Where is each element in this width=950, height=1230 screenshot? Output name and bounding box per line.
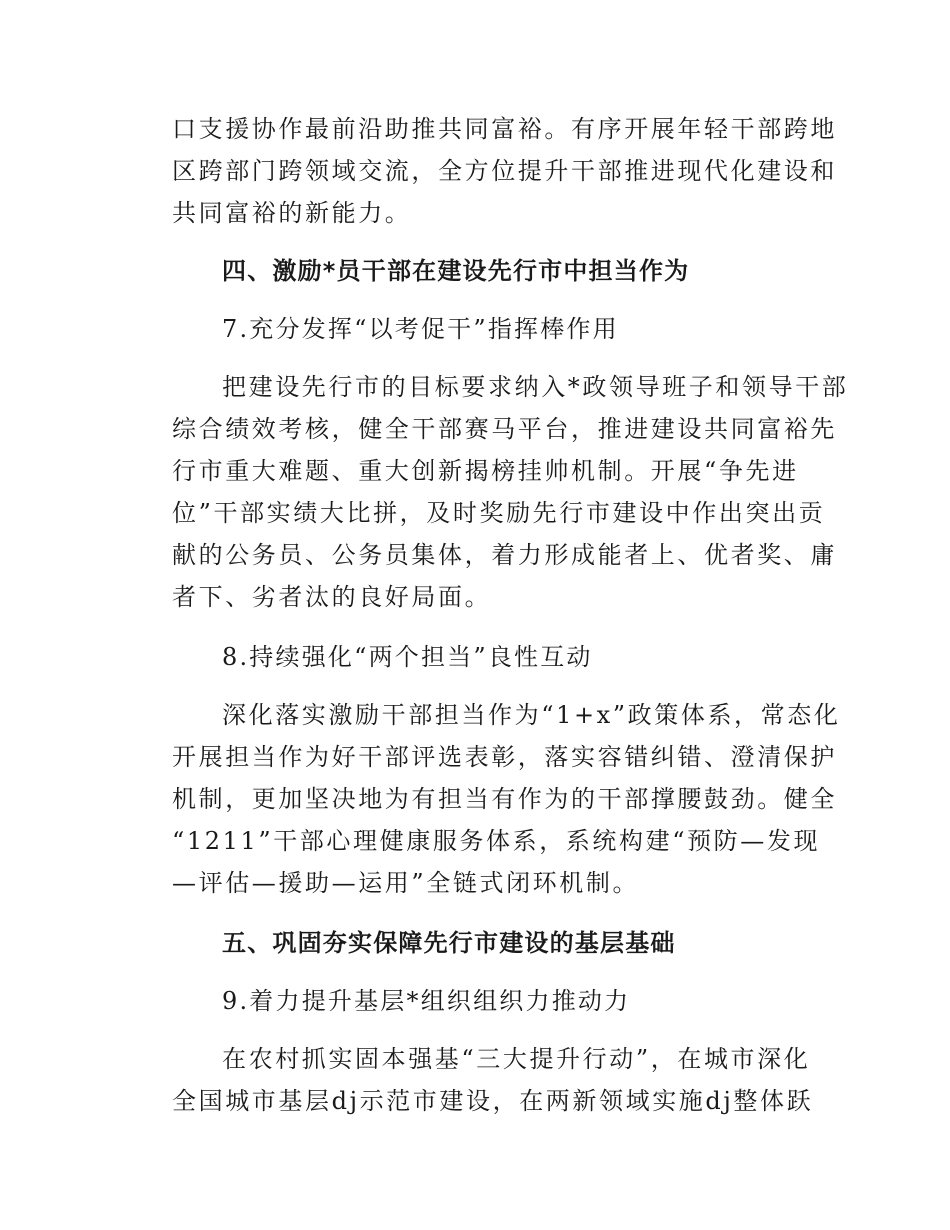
section-heading-4: 四、激励*员干部在建设先行市中担当作为 xyxy=(222,257,690,285)
body-text-line: 开展担当作为好干部评选表彰，落实容错纠错、澄清保护 xyxy=(172,743,837,771)
body-text-line: 深化落实激励干部担当作为“1+x”政策体系，常态化 xyxy=(222,701,841,729)
subsection-heading-7: 7.充分发挥“以考促干”指挥棒作用 xyxy=(222,315,619,343)
body-text-line: 综合绩效考核，健全干部赛马平台，推进建设共同富裕先 xyxy=(172,415,837,443)
body-text-line: “1211”干部心理健康服务体系，系统构建“预防—发现 xyxy=(172,827,821,855)
body-text-line: 区跨部门跨领域交流，全方位提升干部推进现代化建设和 xyxy=(172,157,837,185)
body-text-line: 口支援协作最前沿助推共同富裕。有序开展年轻干部跨地 xyxy=(172,115,837,143)
body-text-line: 把建设先行市的目标要求纳入*政领导班子和领导干部 xyxy=(222,373,849,401)
body-text-line: 共同富裕的新能力。 xyxy=(172,199,412,227)
body-text-line: 在农村抓实固本强基“三大提升行动”，在城市深化 xyxy=(222,1045,811,1073)
body-text-line: 全国城市基层dj示范市建设，在两新领域实施dj整体跃 xyxy=(172,1087,814,1115)
body-text-line: 者下、劣者汰的良好局面。 xyxy=(172,583,492,611)
section-heading-5: 五、巩固夯实保障先行市建设的基层基础 xyxy=(222,929,676,957)
body-text-line: 行市重大难题、重大创新揭榜挂帅机制。开展“争先进 xyxy=(172,457,799,485)
body-text-line: 位”干部实绩大比拼，及时奖励先行市建设中作出突出贡 xyxy=(172,499,826,527)
body-text-line: 献的公务员、公务员集体，着力形成能者上、优者奖、庸 xyxy=(172,541,837,569)
subsection-heading-9: 9.着力提升基层*组织组织力推动力 xyxy=(222,987,631,1015)
subsection-heading-8: 8.持续强化“两个担当”良性互动 xyxy=(222,643,593,671)
body-text-line: —评估—援助—运用”全链式闭环机制。 xyxy=(172,869,640,897)
body-text-line: 机制，更加坚决地为有担当有作为的干部撑腰鼓劲。健全 xyxy=(172,785,837,813)
